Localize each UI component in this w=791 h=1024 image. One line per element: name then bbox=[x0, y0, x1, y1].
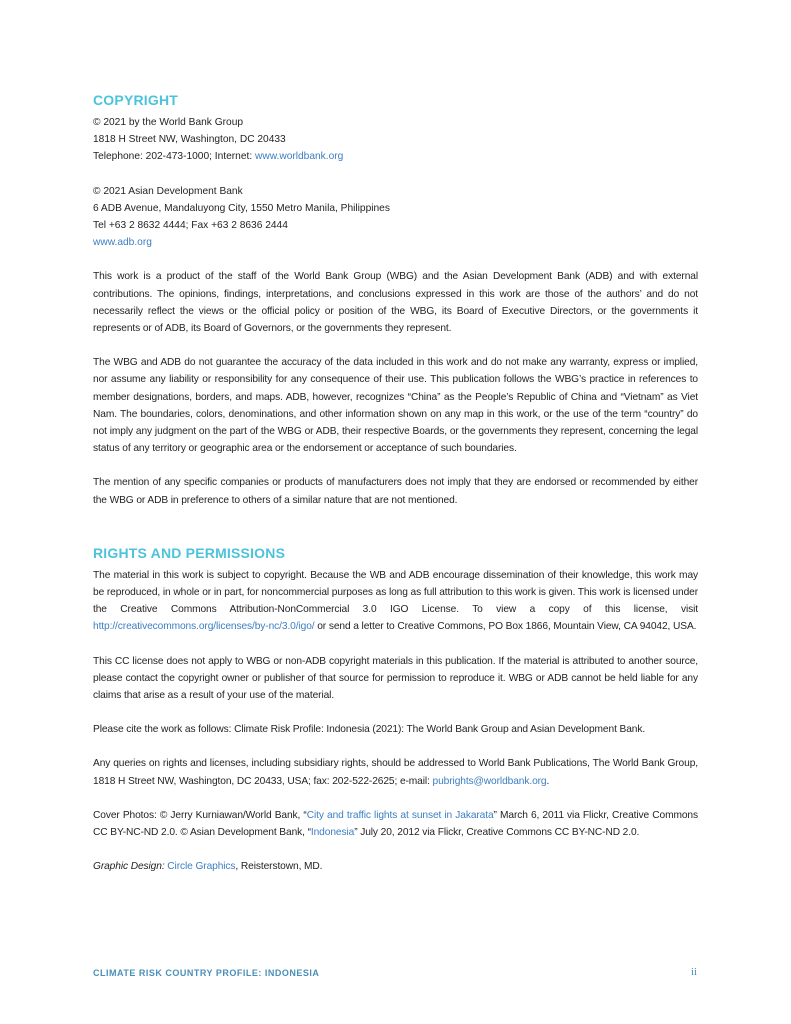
authorship-paragraph: This work is a product of the staff of the World Bank Group (WBG) and the Asian Development Bank (ADB) and with external contributions. The opinions, findings, interpretations, and conclusions expressed in this work are those of the authors’ and do not necessarily reflect the views or the official policy or position of the WBG, its Board of Executive Directors, or the governments it represents or of ADB, its Board of Governors, or the governments they represent. bbox=[93, 271, 698, 335]
worldbank-website-link[interactable]: www.worldbank.org bbox=[255, 151, 344, 163]
license-text: The material in this work is subject to copyright. Because the WB and ADB encourage dissemination of their knowledge, this work may be reproduced, in whole or in part, for noncommercial purposes as long as full attribution to this work is given. This work is licensed under the Creative Commons Attribution-NonCommercial 3.0 IGO License. To view a copy of this license, visit bbox=[93, 569, 698, 616]
wbg-contact-text: Telephone: 202-473-1000; Internet: bbox=[93, 151, 255, 163]
cover-photos-text-b: ” March 6, 2011 via Flickr, Creative Commons CC BY-NC-ND 2.0. © Asian Development Bank, “ bbox=[93, 809, 698, 839]
wbg-copyright-line: © 2021 by the World Bank Group bbox=[93, 117, 244, 128]
adb-phone-line: Tel +63 2 8632 4444; Fax +63 2 8636 2444 bbox=[93, 220, 288, 232]
graphic-design-label: Graphic Design: bbox=[93, 861, 165, 873]
citation-paragraph: Please cite the work as follows: Climate Risk Profile: Indonesia (2021): The World Bank Group and Asian Development Bank. bbox=[93, 724, 646, 736]
page-content bbox=[93, 92, 698, 876]
cover-photos-text-a: Cover Photos: © Jerry Kurniawan/World Bank, “ bbox=[93, 809, 307, 821]
adb-copyright-line: © 2021 Asian Development Bank bbox=[93, 185, 243, 197]
disclaimer-paragraph: The WBG and ADB do not guarantee the accuracy of the data included in this work and do not make any warranty, express or implied, nor assume any liability or responsibility for any consequence of their use. This publication follows the WBG’s practice in references to member designations, borders, and maps. ADB, however, recognizes “China” as the People’s Republic of China and “Vietnam” as Viet Nam. The boundaries, colors, denominations, and other information shown on any map in this work, or the use of the term “country” do not imply any judgment on the part of the WBG or ADB, their respective Boards, or the governments they represent, concerning the legal status of any territory or geographic area or the endorsement or acceptance of such boundaries. bbox=[93, 357, 698, 455]
cc-scope-paragraph: This CC license does not apply to WBG or non-ADB copyright materials in this publication. If the material is attributed to another source, please contact the copyright owner or publisher of that source for permission to reproduce it. WBG or ADB cannot be held liable for any claims that arise as a result of your use of the material. bbox=[93, 655, 698, 702]
license-paragraph bbox=[93, 567, 698, 636]
graphic-design-location: , Reisterstown, MD. bbox=[235, 861, 323, 873]
endorsement-paragraph: The mention of any specific companies or products of manufacturers does not imply that they are endorsed or recommended by either the WBG or ADB in preference to others of a similar nature that are not mentioned. bbox=[93, 477, 698, 506]
cover-photos-text-c: ” July 20, 2012 via Flickr, Creative Commons CC BY-NC-ND 2.0. bbox=[354, 827, 640, 839]
jakarta-photo-link[interactable]: City and traffic lights at sunset in Jakarata bbox=[306, 809, 494, 821]
wbg-street-line: 1818 H Street NW, Washington, DC 20433 bbox=[93, 134, 286, 146]
adb-address-block bbox=[93, 183, 698, 252]
page-number: ii bbox=[691, 966, 698, 978]
cover-photos-paragraph bbox=[93, 807, 698, 841]
queries-paragraph bbox=[93, 755, 698, 789]
copyright-heading: COPYRIGHT bbox=[93, 92, 179, 108]
queries-text-end: . bbox=[546, 775, 550, 787]
wbg-address-block bbox=[93, 114, 698, 166]
adb-website-link[interactable]: www.adb.org bbox=[93, 237, 152, 249]
pubrights-email-link[interactable]: pubrights@worldbank.org bbox=[432, 775, 547, 787]
queries-text: Any queries on rights and licenses, including subsidiary rights, should be addressed to World Bank Publications, The World Bank Group, 1818 H Street NW, Washington, DC 20433, USA; fax: 202-522-2625; e-mail: bbox=[93, 758, 698, 787]
indonesia-photo-link[interactable]: Indonesia bbox=[310, 827, 355, 839]
creative-commons-link[interactable]: http://creativecommons.org/licenses/by-nc/3.0/igo/ bbox=[93, 621, 315, 633]
rights-heading: RIGHTS AND PERMISSIONS bbox=[93, 544, 286, 561]
wbg-contact-line bbox=[93, 148, 698, 165]
adb-website-line bbox=[93, 234, 698, 251]
license-text-end: or send a letter to Creative Commons, PO Box 1866, Mountain View, CA 94042, USA. bbox=[314, 621, 697, 633]
footer-title: CLIMATE RISK COUNTRY PROFILE: INDONESIA bbox=[93, 968, 320, 978]
graphic-design-credit bbox=[93, 858, 698, 875]
circle-graphics-link[interactable]: Circle Graphics bbox=[167, 861, 236, 873]
adb-street-line: 6 ADB Avenue, Mandaluyong City, 1550 Metro Manila, Philippines bbox=[93, 202, 390, 214]
